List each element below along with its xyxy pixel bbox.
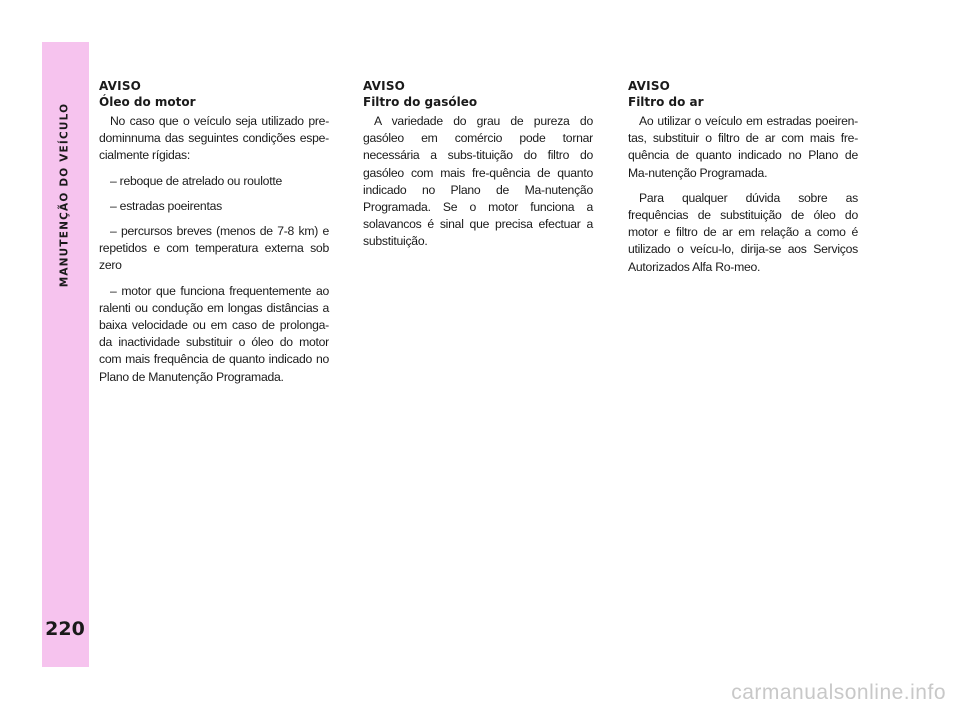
paragraph: – percursos breves (menos de 7-8 km) e repetidos e com temperatura externa sob zero bbox=[99, 224, 329, 273]
warning-heading: AVISO bbox=[99, 79, 142, 93]
page-number: 220 bbox=[45, 618, 85, 640]
warning-subheading: Óleo do motor bbox=[99, 95, 196, 109]
paragraph: Ao utilizar o veículo em estradas poeiren-tas, substituir o filtro de ar com mais fre-quência de quanto indicado no Plano de Ma-nutenção Programada. bbox=[628, 114, 858, 180]
warning-subheading: Filtro do gasóleo bbox=[363, 95, 478, 109]
warning-subheading: Filtro do ar bbox=[628, 95, 704, 109]
paragraph: – motor que funciona frequentemente ao ralenti ou condução em longas distâncias a baixa velocidade ou em caso de prolonga-da inactividade substituir o óleo do motor com mais frequência de quanto indicado no Plano de Manutenção Programada. bbox=[99, 283, 329, 384]
column-air-filter bbox=[628, 78, 858, 284]
warning-heading: AVISO bbox=[363, 79, 406, 93]
paragraph: No caso que o veículo seja utilizado pre-dominnuma das seguintes condições espe-cialmente rígidas: bbox=[99, 114, 329, 163]
paragraph: – reboque de atrelado ou roulotte bbox=[110, 173, 282, 188]
section-title bbox=[44, 80, 84, 310]
watermark: carmanualsonline.info bbox=[731, 681, 946, 704]
section-title-text: MANUTENÇÃO DO VEÍCULO bbox=[58, 102, 71, 288]
paragraph: Para qualquer dúvida sobre as frequências de substituição de óleo do motor e filtro de ar em relação a como é utilizado o veícu-lo, dirija-se aos Serviços Autorizados Alfa Ro-meo. bbox=[628, 190, 858, 274]
warning-heading: AVISO bbox=[628, 79, 671, 93]
paragraph: A variedade do grau de pureza do gasóleo em comércio pode tornar necessária a subs-tituição do filtro do gasóleo com mais fre-quência de quanto indicado no Plano de Ma-nutenção Programada. Se o motor funciona a solavancos é sinal que precisa efectuar a substituição. bbox=[363, 114, 593, 249]
paragraph: – estradas poeirentas bbox=[110, 198, 222, 213]
column-engine-oil bbox=[99, 78, 329, 394]
column-diesel-filter bbox=[363, 78, 593, 259]
